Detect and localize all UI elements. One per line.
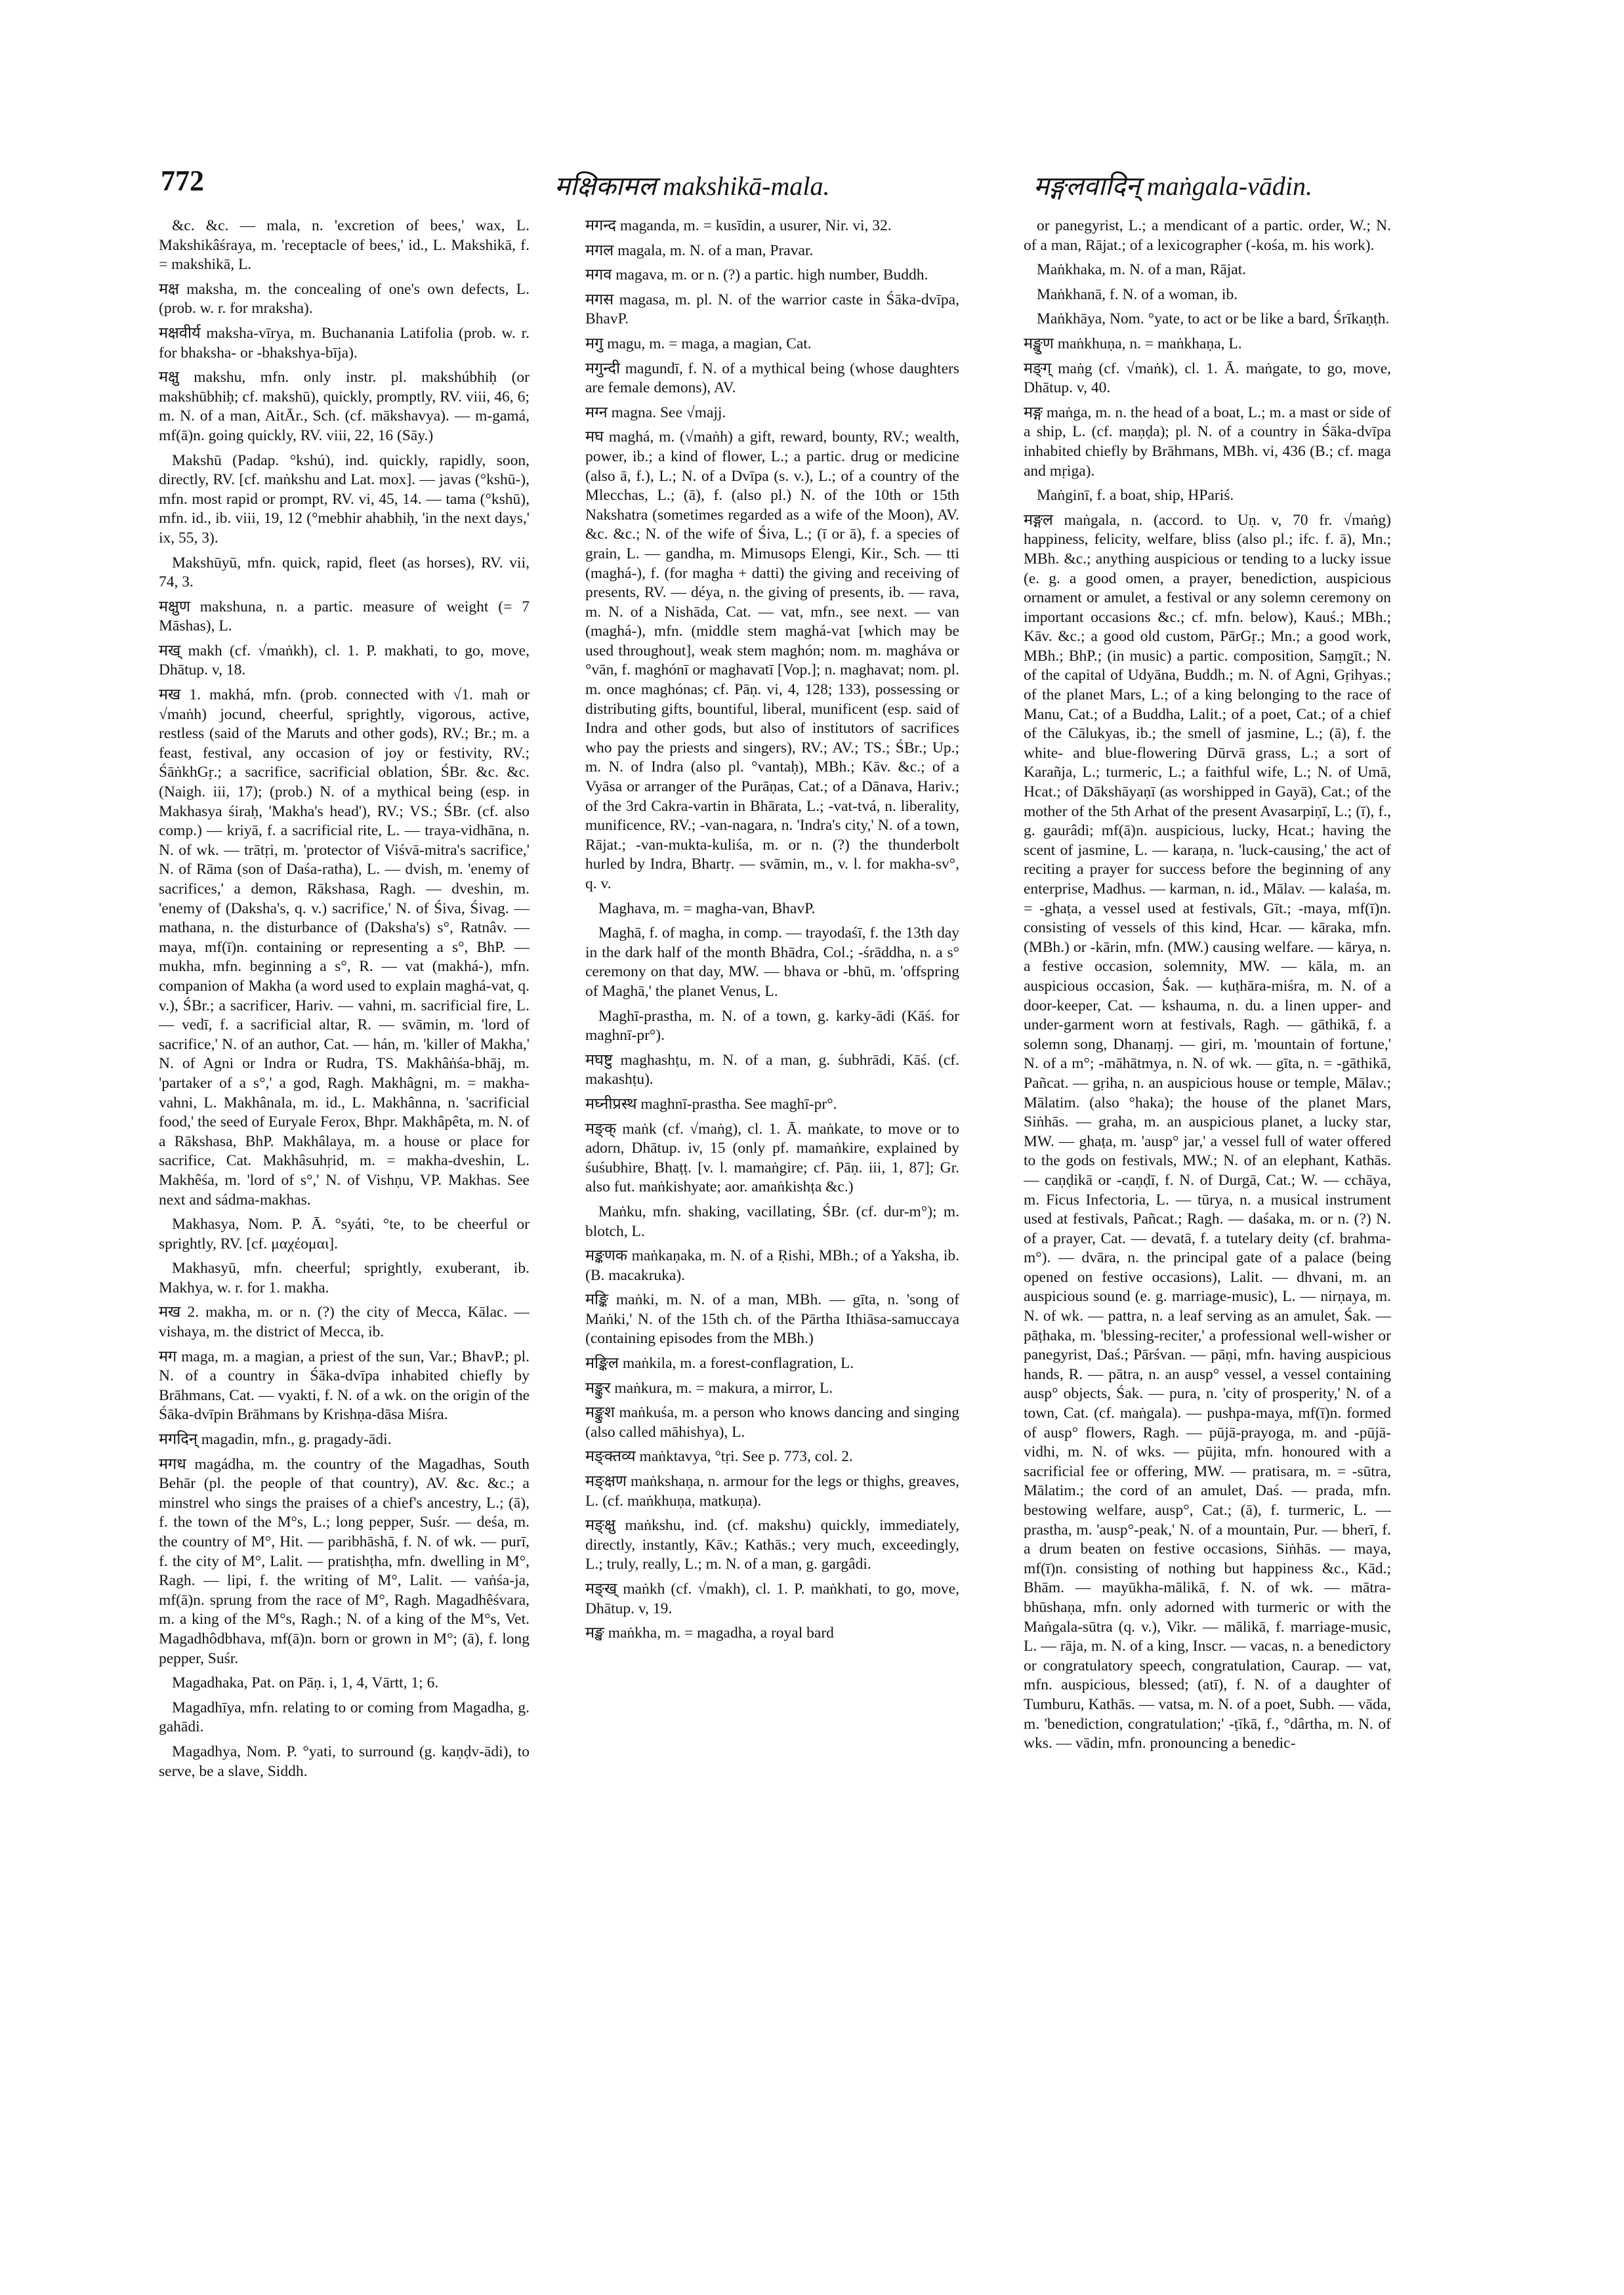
dictionary-entry: मगध magádha, m. the country of the Magadhas, South Behār (pl. the people of that country), AV. &c. &c.; a minstrel who sings the praises of a chief's ancestry, L.; (ā), f. the town of the M°s, L.; long pepper, Suśr. — deśa, m. the country of M°, Hit. — paribhāshā, f. N. of wk. — purī, f. the city of M°, Lalit. — pratishṭha, mfn. dwelling in M°, Ragh. — lipi, f. the writing of M°, Lalit. — vaṅśa-ja, mf(ā)n. sprung from the race of M°, Ragh. Magadhêśvara, m. a king of the M°s, Ragh.; N. of a king of the M°s, Vet. Magadhôdbhava, mf(ā)n. born or grown in M°; (ā), f. long pepper, Suśr. xyxy=(159,1455,530,1667)
column-1 xyxy=(159,217,530,2250)
dictionary-entry: मङ्गल maṅgala, n. (accord. to Uṇ. v, 70 fr. √maṅg) happiness, felicity, welfare, bliss (also pl.; ifc. f. ā), Mn.; MBh. &c.; anything auspicious or tending to a lucky issue (e. g. a good omen, a prayer, benediction, auspicious ornament or amulet, a festival or any solemn ceremony on important occasions &c.; cf. mfn. below), Kauś.; MBh.; Kāv. &c.; a good old custom, PārGṛ.; Mn.; a good work, MBh.; BhP.; (in music) a partic. composition, Saṃgīt.; N. of the capital of Udyāna, Buddh.; m. N. of Agni, Gṛihyas.; of the planet Mars, L.; of a king belonging to the race of Manu, Cat.; of a Buddha, Lalit.; of a poet, Cat.; of a chief of the Cālukyas, ib.; the smell of jasmine, L.; (ā), f. the white- and blue-flowering Dūrvā grass, L.; a sort of Karañja, L.; turmeric, L.; a faithful wife, L.; N. of Umā, Hcat.; of Dākshāyaṇī (as worshipped in Gayā), Cat.; of the mother of the 5th Arhat of the present Avasarpiṇī, L.; (ī), f., g. gaurâdi; mf(ā)n. auspicious, lucky, Hcat.; having the scent of jasmine, L. — karaṇa, n. 'luck-causing,' the act of reciting a prayer for success before the beginning of any enterprise, Madhus. — karman, n. id., Mālav. — kalaśa, m. = -ghaṭa, a vessel used at festivals, Gīt.; -maya, mf(ī)n. consisting of vessels of this kind, Hcar. — kāraka, mfn. (MBh.) or -kārin, mfn. (MW.) causing welfare. — kārya, n. a festive occasion, solemnity, MW. — kāla, m. an auspicious occasion, Śak. — kuṭhāra-miśra, m. N. of a door-keeper, Cat. — kshauma, n. du. a linen upper- and under-garment worn at festivals, Ragh. — gāthikā, f. a solemn song, Dhanaṃj. — giri, m. 'mountain of fortune,' N. of a m°; -māhātmya, n. N. of wk. — gīta, n. = -gāthikā, Pañcat. — gṛiha, n. an auspicious house or temple, Mālav.; Mālatim. (also °haka); the house of the planet Mars, Siṅhās. — graha, m. an auspicious planet, a lucky star, MW. — ghaṭa, m. 'ausp° jar,' a vessel full of water offered to the gods on festivals, MW.; N. of an elephant, Kathās. — caṇḍikā or -caṇḍī, f. N. of Durgā, Cat.; W. — cchāya, m. Ficus Infectoria, L. — tūrya, n. a musical instrument used at festivals, Pañcat.; Ragh. — daśaka, m. or n. (?) N. of a prayer, Cat. — devatā, f. a tutelary deity (cf. brahma-m°). — dvāra, n. the principal gate of a palace (being opened on festive occasions), Lalit. — dhvani, m. an auspicious sound (e. g. marriage-music), L. — nirṇaya, m. N. of wk. — pattra, n. a leaf serving as an amulet, Śak. — pāṭhaka, m. 'blessing-reciter,' a professional well-wisher or panegyrist, Daś.; Pārśvan. — pāṇi, mfn. having auspicious hands, R. — pātra, n. an ausp° vessel, a vessel containing ausp° objects, Śak. — pura, n. 'city of prosperity,' N. of a town, Cat. (cf. maṅgala). — pushpa-maya, mf(ī)n. formed of ausp° flowers, Ragh. — pūjā-prayoga, m. and -pūjā-vidhi, m. N. of wks. — pūjita, mfn. honoured with a sacrificial fee or offering, MW. — pratisara, m. = -sūtra, Mālatim.; the cord of an amulet, Daś. — prada, mfn. bestowing welfare, ausp°, Cat.; (ā), f. turmeric, L. — prastha, m. 'ausp°-peak,' N. of a mountain, Pur. — bherī, f. a drum beaten on festive occasions, Siṅhās. — maya, mf(ī)n. consisting of nothing but happiness &c., Kād.; Bhām. — mayūkha-mālikā, f. N. of wk. — mātra-bhūshaṇa, mfn. only adorned with turmeric or with the Maṅgala-sūtra (q. v.), Vikr. — mālikā, f. marriage-music, L. — rāja, m. N. of a king, Inscr. — vacas, n. a benedictory or congratulatory speech, congratulation, Caurap. — vat, mfn. auspicious, blessed; (atī), f. N. of a daughter of Tumburu, Kathās. — vatsa, m. N. of a poet, Subh. — vāda, m. 'benediction, congratulation;' -ṭīkā, f., °dârtha, m. N. of wks. — vādin, mfn. pronouncing a benedic- xyxy=(1024,511,1391,1752)
page-number: 772 xyxy=(161,165,204,197)
dictionary-entry: Maghī-prastha, m. N. of a town, g. karky-ādi (Kāś. for maghnī-pr°). xyxy=(585,1007,959,1044)
dictionary-entry: &c. &c. — mala, n. 'excretion of bees,' wax, L. Makshikâśraya, m. 'receptacle of bees,' id., L. Makshikā, f. = makshikā, L. xyxy=(159,217,530,274)
dictionary-entry: मक्ष maksha, m. the concealing of one's own defects, L. (prob. w. r. for mraksha). xyxy=(159,280,530,318)
dictionary-entry: मङ्किल maṅkila, m. a forest-conflagration, L. xyxy=(585,1355,854,1373)
right-running-head: मङ्गलवादिन् maṅgala-vādin. xyxy=(1033,171,1312,201)
dictionary-entry: मग्न magna. See √majj. xyxy=(585,403,726,421)
dictionary-entry: मक्षु makshu, mfn. only instr. pl. makshúbhiḥ (or makshūbhiḥ; cf. makshū), quickly, promptly, RV. viii, 46, 6; m. N. of a man, AitĀr., Sch. (cf. mākshavya). — m-gamá, mf(ā)n. going quickly, RV. viii, 22, 16 (Sāy.) xyxy=(159,369,530,444)
dictionary-entry: मख् makh (cf. √maṅkh), cl. 1. P. makhati, to go, move, Dhātup. v, 18. xyxy=(159,642,530,679)
dictionary-entry: मङ्क् maṅk (cf. √maṅg), cl. 1. Ā. maṅkate, to move or to adorn, Dhātup. iv, 15 (only pf. mamaṅkire, explained by śuśubhire, Bhaṭṭ. [v. l. mamaṅgire; cf. Pāṇ. iii, 1, 87]; Gr. also fut. maṅkishyate; aor. amaṅkishṭa &c.) xyxy=(585,1120,959,1196)
left-running-head: मक्षिकामल makshikā-mala. xyxy=(554,171,830,201)
dictionary-entry: Makhasya, Nom. P. Ā. °syáti, °te, to be cheerful or sprightly, RV. [cf. μαχέομαι]. xyxy=(159,1216,530,1252)
dictionary-entry: Makhasyū, mfn. cheerful; sprightly, exuberant, ib. Makhya, w. r. for 1. makha. xyxy=(159,1260,530,1296)
dictionary-entry: मगस magasa, m. pl. N. of the warrior caste in Śāka-dvīpa, BhavP. xyxy=(585,291,959,328)
dictionary-entry: Maṅku, mfn. shaking, vacillating, ŚBr. (cf. dur-m°); m. blotch, L. xyxy=(585,1203,959,1240)
dictionary-entry: Maṅkhaka, m. N. of a man, Rājat. xyxy=(1037,261,1247,279)
dictionary-entry: Maghava, m. = magha-van, BhavP. xyxy=(598,899,816,917)
dictionary-entry: मग maga, m. a magian, a priest of the sun, Var.; BhavP.; pl. N. of a country in Śāka-dvīpa inhabited chiefly by Brāhmans, Cat. — vyakti, f. N. of a wk. on the origin of the Śāka-dvīpin Brāhmans by Krishṇa-dāsa Miśra. xyxy=(159,1348,530,1424)
dictionary-entry: मगुन्दी magundī, f. N. of a mythical being (whose daughters are female demons), AV. xyxy=(585,360,959,397)
dictionary-entry: मङ्खुण maṅkhuṇa, n. = maṅkhaṇa, L. xyxy=(1024,335,1242,352)
dictionary-entry: मगदिन् magadin, mfn., g. pragady-ādi. xyxy=(159,1431,392,1449)
dictionary-entry: Magadhīya, mfn. relating to or coming from Magadha, g. gahādi. xyxy=(159,1699,530,1736)
dictionary-entry: मङ्ग् maṅg (cf. √maṅk), cl. 1. Ā. maṅgate, to go, move, Dhātup. v, 40. xyxy=(1024,360,1391,397)
dictionary-entry: मङ्ख maṅkha, m. = magadha, a royal bard xyxy=(585,1624,834,1642)
dictionary-entry: मङ्कणक maṅkaṇaka, m. N. of a Ṛishi, MBh.; of a Yaksha, ib. (B. macakruka). xyxy=(585,1247,959,1284)
dictionary-entry: मङ्ख् maṅkh (cf. √makh), cl. 1. P. maṅkhati, to go, move, Dhātup. v, 19. xyxy=(585,1581,959,1617)
dictionary-entry: मगल magala, m. N. of a man, Pravar. xyxy=(585,241,814,259)
dictionary-entry: मगव magava, m. or n. (?) a partic. high number, Buddh. xyxy=(585,266,928,284)
dictionary-entry: मङ्क्तव्य maṅktavya, °tṛi. See p. 773, col. 2. xyxy=(585,1448,853,1466)
dictionary-entry: Maghā, f. of magha, in comp. — trayodaśī, f. the 13th day in the dark half of the month Bhādra, Col.; -śrāddha, n. a s° ceremony on that day, MW. — bhava or -bhū, m. 'offspring of Maghā,' the planet Venus, L. xyxy=(585,924,959,1000)
dictionary-entry: Makshū (Padap. °kshú), ind. quickly, rapidly, soon, directly, RV. [cf. maṅkshu and Lat. mox]. — javas (°kshū-), mfn. most rapid or prompt, RV. vi, 45, 14. — tama (°kshū), mfn. id., ib. viii, 19, 12 (°mebhir ahabhiḥ, 'in the next days,' ix, 55, 3). xyxy=(159,451,530,547)
dictionary-entry: मघ maghá, m. (√maṅh) a gift, reward, bounty, RV.; wealth, power, ib.; a kind of flower, L.; a partic. drug or medicine (also ā, f.), L.; N. of a Dvīpa (s. v.), L.; of a country of the Mlecchas, L.; (ā), f. (also pl.) N. of the 10th or 15th Nakshatra (sometimes regarded as a wife of the Moon), AV. &c. &c.; N. of the wife of Śiva, L.; (ī or ā), f. a species of grain, L. — gandha, m. Mimusops Elengi, Kir., Sch. — tti (maghá-), f. (for magha + datti) the giving and receiving of presents, RV. — déya, n. the giving of presents, ib. — rava, m. N. of a Nishāda, Cat. — vat, mfn., see next. — van (maghá-), mfn. (middle stem maghá-vat [which may be used throughout], weak stem maghón; nom. m. magháva or °vān, f. maghónī or maghavatī [Vop.]; n. maghavat; nom. pl. m. once maghónas; cf. Pāṇ. vi, 4, 128; 133), possessing or distributing gifts, bountiful, liberal, munificent (esp. said of Indra and other gods, but also of institutors of sacrifices who pay the priests and singers), RV.; AV.; TS.; ŚBr.; Up.; m. N. of Indra (also pl. °vantaḥ), MBh.; Kāv. &c.; of a Vyāsa or arranger of the Purāṇas, Cat.; of a Dānava, Hariv.; of the 3rd Cakra-vartin in Bhārata, L.; -vat-tvá, n. liberality, munificence, RV.; -van-nagara, n. 'Indra's city,' N. of a town, Rājat.; -van-mukta-kuliśa, m. or n. (?) the thunderbolt hurled by Indra, Bhartṛ. — svāmin, m., v. l. for makha-sv°, q. v. xyxy=(585,428,959,892)
dictionary-entry: Maṅkhanā, f. N. of a woman, ib. xyxy=(1037,285,1238,303)
dictionary-entry: मगु magu, m. = maga, a magian, Cat. xyxy=(585,335,812,352)
dictionary-entry: मक्षवीर्य maksha-vīrya, m. Buchanania Latifolia (prob. w. r. for bhaksha- or -bhakshya-bīja). xyxy=(159,324,530,362)
dictionary-entry: Magadhya, Nom. P. °yati, to surround (g. kaṇḍv-ādi), to serve, be a slave, Siddh. xyxy=(159,1743,530,1780)
dictionary-entry: मङ्क्षु maṅkshu, ind. (cf. makshu) quickly, immediately, directly, instantly, Kāv.; Kathās.; very much, exceedingly, L.; truly, really, L.; m. N. of a man, g. gargâdi. xyxy=(585,1517,959,1573)
column-3 xyxy=(1024,217,1391,2250)
dictionary-entry: मख 2. makha, m. or n. (?) the city of Mecca, Kālac. — vishaya, m. the district of Mecca, ib. xyxy=(159,1304,530,1341)
dictionary-entry: or panegyrist, L.; a mendicant of a partic. order, W.; N. of a man, Rājat.; of a lexicographer (-kośa, m. his work). xyxy=(1024,217,1391,254)
dictionary-entry: मङ्ग maṅga, m. n. the head of a boat, L.; m. a mast or side of a ship, L. (cf. maṇḍa); pl. N. of a country in Śāka-dvīpa inhabited chiefly by Brāhmans, MBh. vi, 436 (B.; cf. maga and mṛiga). xyxy=(1024,403,1391,480)
dictionary-entry: Makshūyū, mfn. quick, rapid, fleet (as horses), RV. vii, 74, 3. xyxy=(159,554,530,591)
dictionary-entry: Maṅginī, f. a boat, ship, HPariś. xyxy=(1037,487,1234,505)
dictionary-entry: मङ्कुश maṅkuśa, m. a person who knows dancing and singing (also called māhishya), L. xyxy=(585,1404,959,1441)
dictionary-entry: मक्षुण makshuna, n. a partic. measure of weight (= 7 Māshas), L. xyxy=(159,598,530,635)
dictionary-entry: मङ्कि maṅki, m. N. of a man, MBh. — gīta, n. 'song of Maṅki,' N. of the 15th ch. of the Pārtha Ithiāsa-samuccaya (containing episodes from the MBh.) xyxy=(585,1291,959,1348)
dictionary-entry: Magadhaka, Pat. on Pāṇ. i, 1, 4, Vārtt, 1; 6. xyxy=(172,1674,439,1692)
dictionary-entry: मगन्द maganda, m. = kusīdin, a usurer, Nir. vi, 32. xyxy=(585,217,892,234)
dictionary-entry: मङ्कुर maṅkura, m. = makura, a mirror, L. xyxy=(585,1379,833,1397)
column-2 xyxy=(585,217,959,2250)
dictionary-entry: मख 1. makhá, mfn. (prob. connected with √1. mah or √maṅh) jocund, cheerful, sprightly, vigorous, active, restless (said of the Maruts and other gods), RV.; Br.; m. a feast, festival, any occasion of joy or festivity, RV.; ŚāṅkhGṛ.; a sacrifice, sacrificial oblation, ŚBr. &c. &c. (Naigh. iii, 17); (prob.) N. of a mythical being (esp. in Makhasya śiraḥ, 'Makha's head'), RV.; VS.; ŚBr. (cf. also comp.) — kriyā, f. a sacrificial rite, L. — traya-vidhāna, n. N. of wk. — trātṛi, m. 'protector of Viśvā-mitra's sacrifice,' N. of Rāma (son of Daśa-ratha), L. — dvish, m. 'enemy of sacrifices,' a demon, Rākshasa, Ragh. — dveshin, m. 'enemy of (Daksha's, q. v.) sacrifice,' N. of Śiva, Śivag. — mathana, n. the disturbance of (Daksha's) s°, Ratnâv. — maya, mf(ī)n. containing or representing a s°, BhP. — mukha, mfn. beginning a s°, R. — vat (makhá-), mfn. companion of Makha (a word used to explain maghá-vat, q. v.), ŚBr.; a sacrificer, Hariv. — vahni, m. sacrificial fire, L. — vedī, f. a sacrificial altar, R. — svāmin, m. 'lord of sacrifice,' N. of an author, Cat. — hán, m. 'killer of Makha,' N. of Agni or Indra or Rudra, TS. Makhâṅśa-bhāj, m. 'partaker of a s°,' a god, Ragh. Makhâgni, m. = makha-vahni, L. Makhânala, m. id., L. Makhânna, n. 'sacrificial food,' the seed of Euryale Ferox, Bhpr. Makhâpêta, m. N. of a Rākshasa, BhP. Makhâlaya, m. a house or place for sacrifice, Cat. Makhâsuhṛid, m. = makha-dveshin, L. Makhêśa, m. 'lord of s°,' N. of Vishṇu, VP. Makhas. See next and sádma-makhas. xyxy=(159,686,530,1209)
dictionary-entry: मघष्टु maghashṭu, m. N. of a man, g. śubhrādi, Kāś. (cf. makashṭu). xyxy=(585,1051,959,1088)
running-head xyxy=(161,164,1312,206)
dictionary-entry: मङ्क्षण maṅkshaṇa, n. armour for the legs or thighs, greaves, L. (cf. maṅkhuṇa, matkuṇa). xyxy=(585,1473,959,1510)
dictionary-entry: मघ्नीप्रस्थ maghnī-prastha. See maghī-pr°. xyxy=(585,1095,837,1113)
dictionary-entry: Maṅkhāya, Nom. °yate, to act or be like a bard, Śrīkaṇṭh. xyxy=(1037,310,1390,328)
